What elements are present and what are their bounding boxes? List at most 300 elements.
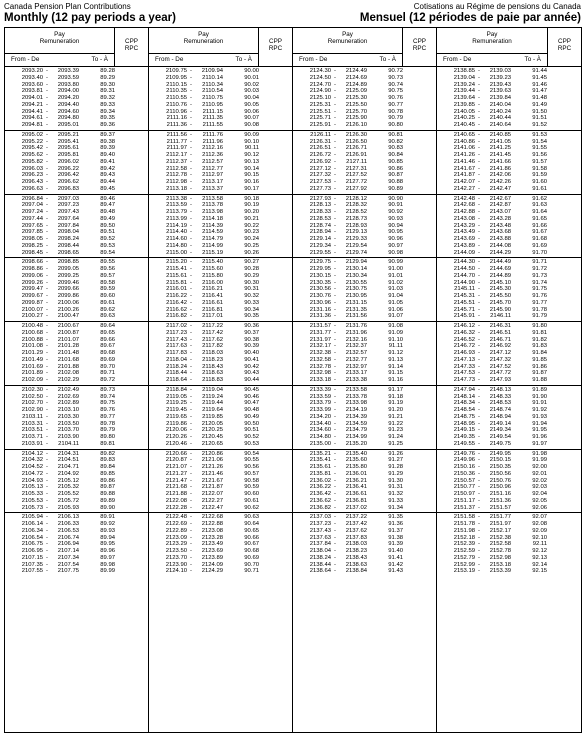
from-value: 2120.87 (165, 457, 187, 464)
table-row (149, 478, 292, 485)
to-value: 2133.78 (345, 393, 367, 400)
to-value: 2133.38 (345, 377, 367, 383)
from-value: 2116.22 (166, 293, 187, 299)
table-row (149, 300, 292, 307)
to-value: 2135.20 (345, 440, 367, 447)
to-value: 2131.35 (345, 306, 367, 313)
range-dash: - (190, 185, 192, 192)
table-row (437, 471, 581, 478)
cpp-value: 89.55 (100, 259, 115, 266)
range-dash: - (478, 202, 480, 209)
header-big (4, 11, 581, 25)
range-dash: - (478, 131, 480, 138)
table-row (5, 505, 148, 512)
from-value: 2115.00 (166, 249, 187, 256)
cpp-value: 92.02 (532, 477, 547, 484)
to-value: 2105.32 (57, 484, 79, 491)
to-value: 2142.67 (489, 195, 511, 202)
table-row (5, 434, 148, 441)
range-dash: - (190, 561, 192, 568)
table-row (293, 152, 436, 159)
from-value: 2129.34 (309, 242, 331, 249)
range-dash: - (46, 286, 48, 293)
from-value: 2105.94 (21, 514, 43, 521)
cpp-value: 90.76 (388, 95, 403, 101)
cpp-value: 90.18 (244, 195, 259, 202)
table-row (437, 414, 581, 421)
table-row (437, 337, 581, 344)
range-dash: - (478, 413, 480, 420)
from-value: 2099.67 (21, 293, 43, 299)
to-value: 2099.46 (57, 279, 79, 286)
cpp-value: 89.89 (100, 497, 115, 504)
cpp-value: 91.89 (532, 386, 547, 393)
from-value: 2120.26 (165, 434, 187, 440)
to-value: 2151.97 (489, 521, 511, 527)
from-value: 2136.82 (309, 504, 331, 511)
table-row (437, 323, 581, 330)
to-value: 2144.69 (489, 266, 511, 272)
table-row (149, 498, 292, 505)
range-dash: - (46, 229, 48, 236)
to-value: 2148.94 (489, 413, 511, 420)
from-value: 2111.36 (166, 122, 187, 128)
to-value: 2104.11 (58, 440, 79, 447)
table-row (293, 75, 436, 82)
range-dash: - (334, 464, 336, 470)
from-value: 2106.34 (21, 527, 43, 534)
cpp-value: 89.65 (100, 329, 115, 336)
cpp-value: 90.50 (244, 420, 259, 427)
cpp-value: 91.73 (532, 272, 547, 279)
cpp-value: 89.98 (100, 561, 115, 568)
from-value: 2151.37 (453, 504, 475, 511)
cpp-value: 90.42 (244, 363, 259, 370)
range-dash: - (190, 427, 192, 434)
range-dash: - (478, 514, 480, 521)
table-row (437, 478, 581, 485)
to-value: 2103.90 (57, 434, 79, 440)
from-value: 2124.30 (309, 68, 331, 74)
table-row (149, 286, 292, 293)
range-dash: - (46, 323, 48, 329)
to-value: 2148.33 (489, 393, 511, 400)
range-dash: - (46, 101, 48, 108)
from-value: 2126.51 (309, 145, 331, 152)
to-value: 2124.09 (201, 561, 223, 568)
range-dash: - (46, 343, 48, 350)
cpp-value: 89.93 (100, 527, 115, 534)
table-row (149, 280, 292, 287)
to-value: 2132.97 (345, 363, 367, 370)
range-dash: - (46, 491, 48, 497)
to-value: 2151.36 (489, 497, 511, 504)
cpp-value: 89.28 (100, 68, 115, 74)
to-value: 2141.86 (489, 165, 511, 172)
table-row (437, 75, 581, 82)
from-value: 2118.44 (166, 370, 187, 377)
table-row (293, 350, 436, 357)
cpp-value: 91.10 (388, 336, 403, 343)
table-row (5, 82, 148, 89)
table-row (293, 313, 436, 320)
from-value: 2099.26 (21, 279, 43, 286)
range-dash: - (478, 122, 480, 128)
pay-label: Pay (342, 31, 353, 38)
to-value: 2135.60 (345, 457, 367, 464)
table-row (293, 109, 436, 116)
from-value: 2101.49 (21, 356, 43, 363)
to-value: 2112.77 (202, 165, 223, 172)
table-row (437, 521, 581, 528)
range-dash: - (190, 209, 192, 215)
from-value: 2102.09 (21, 377, 43, 383)
range-dash: - (190, 101, 192, 108)
pay-label: Pay (486, 31, 498, 38)
to-value: 2101.88 (57, 363, 79, 370)
range-dash: - (478, 554, 480, 561)
cpp-value: 91.79 (532, 313, 547, 320)
to-value: 2146.51 (489, 329, 511, 336)
from-value: 2133.59 (309, 393, 331, 400)
to-value: 2144.29 (489, 249, 511, 256)
table-row (293, 400, 436, 407)
range-dash: - (334, 179, 336, 185)
row-group (5, 195, 148, 259)
from-value: 2128.53 (309, 215, 331, 222)
table-row (293, 102, 436, 109)
to-value: 2146.31 (489, 323, 511, 329)
to-value: 2134.59 (345, 420, 367, 427)
to-value: 2149.34 (489, 427, 511, 434)
range-dash: - (334, 504, 336, 511)
table-row (437, 236, 581, 243)
cpp-value: 90.89 (388, 185, 403, 192)
cpp-value: 92.10 (532, 534, 547, 541)
table-row (5, 555, 148, 562)
to-value: 2100.06 (57, 299, 79, 306)
cpp-value: 92.14 (532, 561, 547, 568)
table-row (149, 568, 292, 575)
table-row (437, 243, 581, 250)
to-value: 2113.78 (202, 202, 223, 209)
table-row (149, 514, 292, 521)
cpp-value: 90.43 (244, 370, 259, 377)
from-value: 2130.15 (309, 272, 331, 279)
from-value: 2125.31 (309, 101, 331, 108)
table-row (293, 498, 436, 505)
table-row (149, 434, 292, 441)
table-row (293, 377, 436, 384)
cpp-value: 90.73 (388, 74, 403, 81)
to-value: 2143.28 (489, 215, 511, 222)
table-row (437, 159, 581, 166)
to-value: 2105.72 (57, 497, 79, 504)
cpp-value: 91.88 (532, 377, 547, 383)
from-value: 2145.71 (453, 306, 475, 313)
from-value: 2095.62 (21, 152, 43, 158)
table-row (437, 548, 581, 555)
from-value: 2105.53 (21, 497, 43, 504)
cpp-value: 90.10 (244, 138, 259, 145)
table-row (293, 394, 436, 401)
from-value: 2107.35 (21, 561, 43, 568)
from-value: 2093.40 (21, 74, 43, 81)
table-row (293, 293, 436, 300)
cpp-value: 89.84 (100, 464, 115, 470)
from-value: 2144.50 (453, 266, 475, 272)
row-group (149, 450, 292, 514)
range-dash: - (190, 88, 192, 95)
cpp-value: 89.78 (100, 420, 115, 427)
range-dash: - (190, 470, 192, 477)
table-row (437, 514, 581, 521)
cpp-value: 91.46 (532, 81, 547, 88)
cpp-value: 91.93 (532, 413, 547, 420)
from-value: 2123.29 (165, 541, 187, 548)
cpp-value: 92.03 (532, 484, 547, 491)
cpp-value: 90.45 (244, 386, 259, 393)
to-value: 2100.47 (57, 313, 79, 320)
range-dash: - (190, 548, 192, 554)
range-dash: - (190, 138, 192, 145)
cpp-value: 89.99 (100, 568, 115, 575)
range-dash: - (478, 165, 480, 172)
cpp-label: CPP (125, 38, 138, 45)
range-dash: - (46, 95, 48, 101)
to-value: 2153.18 (489, 561, 511, 568)
from-value: 2126.11 (310, 131, 331, 138)
from-value: 2137.43 (309, 527, 331, 534)
table-row (5, 223, 148, 230)
range-dash: - (46, 272, 48, 279)
to-value: 2152.58 (489, 541, 511, 548)
from-value: 2098.86 (21, 266, 43, 272)
row-group (437, 131, 581, 195)
cpp-value: 89.30 (100, 81, 115, 88)
from-value: 2122.89 (165, 527, 187, 534)
from-value: 2111.16 (166, 115, 187, 122)
from-value: 2104.72 (21, 470, 43, 477)
cpp-value: 90.04 (244, 95, 259, 101)
table-row (437, 196, 581, 203)
cpp-value: 91.57 (532, 158, 547, 165)
range-dash: - (46, 400, 48, 407)
range-dash: - (190, 434, 192, 440)
cpp-value: 90.96 (388, 236, 403, 242)
cpp-value: 91.42 (388, 561, 403, 568)
table-row (437, 273, 581, 280)
cpp-value: 91.01 (388, 272, 403, 279)
from-value: 2106.54 (21, 534, 43, 541)
range-dash: - (190, 464, 192, 470)
range-dash: - (46, 457, 48, 464)
table-row (149, 491, 292, 498)
table-row (5, 394, 148, 401)
range-dash: - (334, 259, 336, 266)
cpp-value: 91.27 (388, 457, 403, 464)
cpp-value: 91.25 (388, 440, 403, 447)
range-dash: - (190, 229, 192, 236)
cpp-value: 91.94 (532, 420, 547, 427)
to-value: 2102.89 (57, 400, 79, 407)
table-row (437, 370, 581, 377)
from-value: 2149.35 (453, 434, 475, 440)
cpp-value: 90.59 (244, 484, 259, 491)
cpp-value: 90.55 (244, 457, 259, 464)
rpc-label: RPC (268, 45, 283, 52)
to-value: 2095.01 (57, 122, 79, 128)
to-value: 2114.18 (202, 215, 223, 222)
from-value: 2150.77 (453, 484, 475, 491)
to-value: 2095.61 (57, 145, 79, 152)
cpp-value: 91.78 (532, 306, 547, 313)
range-dash: - (334, 363, 336, 370)
from-value: 2146.93 (453, 350, 475, 356)
to-value: 2102.29 (57, 377, 79, 383)
row-group (5, 513, 148, 576)
table-row (149, 82, 292, 89)
to-value: 2140.85 (489, 131, 511, 138)
from-value: 2111.97 (166, 145, 187, 152)
table-row (149, 484, 292, 491)
to-value: 2137.42 (345, 521, 367, 527)
cpp-value: 92.12 (532, 548, 547, 554)
to-value: 2148.53 (489, 400, 511, 407)
table-row (5, 145, 148, 152)
from-value: 2117.02 (166, 323, 187, 329)
cpp-value: 89.80 (100, 434, 115, 440)
table-row (293, 159, 436, 166)
to-value: 2103.30 (57, 413, 79, 420)
to-value: 2129.74 (345, 249, 367, 256)
from-value: 2119.45 (166, 407, 187, 413)
table-row (5, 441, 148, 448)
to-value: 2130.55 (345, 279, 367, 286)
cpp-value: 90.65 (244, 527, 259, 534)
from-value: 2105.13 (21, 484, 43, 491)
cpp-value: 91.51 (532, 115, 547, 122)
from-value: 2100.48 (21, 323, 43, 329)
to-value: 2120.25 (201, 427, 223, 434)
to-value: 2101.28 (57, 343, 79, 350)
table-row (149, 202, 292, 209)
cpp-value: 91.99 (532, 457, 547, 464)
cpp-value: 91.70 (532, 249, 547, 256)
range-dash: - (46, 568, 48, 575)
from-value: 2112.17 (166, 152, 187, 158)
cpp-value: 90.23 (244, 229, 259, 236)
table-row (149, 400, 292, 407)
table-row (149, 427, 292, 434)
cpp-value: 90.30 (244, 279, 259, 286)
from-value: 2134.80 (309, 434, 331, 440)
range-dash: - (478, 286, 480, 293)
to-value: 2111.76 (202, 131, 223, 138)
to-value: 2133.58 (345, 386, 367, 393)
cpp-value: 89.90 (100, 504, 115, 511)
cpp-value: 90.32 (244, 293, 259, 299)
range-dash: - (334, 165, 336, 172)
to-value: 2096.22 (57, 165, 79, 172)
range-dash: - (46, 386, 48, 393)
table-row (437, 441, 581, 448)
from-value: 2114.19 (166, 222, 187, 229)
cpp-value: 91.41 (388, 554, 403, 561)
table-row (437, 562, 581, 569)
to-value: 2125.70 (345, 108, 367, 115)
range-dash: - (190, 491, 192, 497)
range-dash: - (190, 202, 192, 209)
from-value: 2145.51 (453, 299, 475, 306)
table-row (149, 387, 292, 394)
from-value: 2130.96 (309, 299, 331, 306)
from-value: 2126.92 (309, 158, 331, 165)
table-row (149, 407, 292, 414)
to-value: 2152.17 (489, 527, 511, 534)
from-value: 2111.56 (166, 131, 187, 138)
table-row (5, 478, 148, 485)
cpp-value: 91.75 (532, 286, 547, 293)
to-value: 2141.66 (489, 158, 511, 165)
cpp-value: 90.36 (244, 323, 259, 329)
range-dash: - (478, 266, 480, 272)
to-value: 2133.17 (345, 370, 367, 377)
table-row (293, 535, 436, 542)
from-value: 2133.79 (309, 400, 331, 407)
cpp-value: 89.45 (100, 185, 115, 192)
table-row (437, 434, 581, 441)
cpp-value: 91.47 (532, 88, 547, 95)
to-value: 2135.40 (345, 450, 367, 457)
from-value: 2145.11 (454, 286, 475, 293)
table-row (293, 132, 436, 139)
cpp-header-1 (259, 28, 293, 67)
cpp-value: 89.35 (100, 115, 115, 122)
range-dash: - (478, 440, 480, 447)
table-row (437, 313, 581, 320)
cpp-value: 90.80 (388, 122, 403, 128)
range-dash: - (190, 363, 192, 370)
range-dash: - (334, 370, 336, 377)
to-value: 2129.54 (345, 242, 367, 249)
from-value: 2127.73 (309, 185, 331, 192)
cpp-value: 89.41 (100, 158, 115, 165)
to-value: 2146.92 (489, 343, 511, 350)
cpp-value: 91.49 (532, 101, 547, 108)
table-row (293, 273, 436, 280)
table-row (149, 132, 292, 139)
to-value: 2118.83 (202, 377, 223, 383)
from-value: 2115.81 (166, 279, 187, 286)
table-row (5, 300, 148, 307)
range-dash: - (334, 491, 336, 497)
from-value: 2123.90 (165, 561, 187, 568)
range-dash: - (46, 393, 48, 400)
to-value: 2142.47 (489, 185, 511, 192)
to-value: 2132.37 (345, 343, 367, 350)
table-row (437, 300, 581, 307)
range-dash: - (190, 504, 192, 511)
to-value: 2150.15 (489, 457, 511, 464)
to-value: 2126.71 (345, 145, 367, 152)
to-value: 2129.33 (345, 236, 367, 242)
table-row (293, 259, 436, 266)
from-value: 2139.04 (453, 74, 475, 81)
from-value: 2142.48 (453, 195, 475, 202)
to-value: 2107.34 (57, 554, 79, 561)
range-dash: - (478, 561, 480, 568)
